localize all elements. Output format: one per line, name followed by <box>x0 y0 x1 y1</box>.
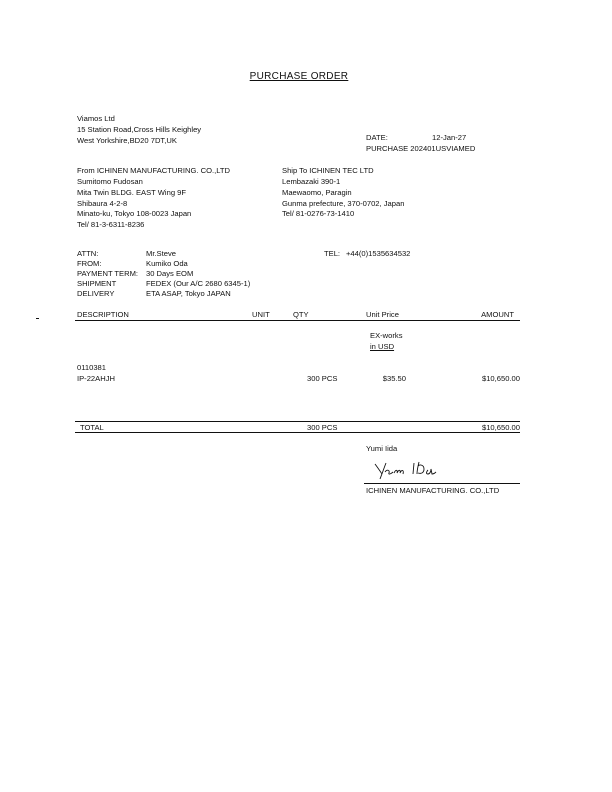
date-value: 12-Jan-27 <box>432 133 467 142</box>
col-header-description: DESCRIPTION <box>77 310 129 319</box>
col-header-unit: UNIT <box>252 310 270 319</box>
shipment-label: SHIPMENT <box>77 279 117 288</box>
price-note-ex-works: EX-works <box>370 331 403 340</box>
delivery-label: DELIVERY <box>77 289 115 298</box>
delivery-value: ETA ASAP, Tokyo JAPAN <box>146 289 231 298</box>
from-label: FROM: <box>77 259 102 268</box>
po-number: PURCHASE 202401USVIAMED <box>366 144 476 153</box>
buyer-address-2: West Yorkshire,BD20 7DT,UK <box>77 136 177 145</box>
item-description: IP-22AHJH <box>77 374 115 383</box>
total-bottom-rule <box>75 432 520 433</box>
header-rule <box>75 320 520 321</box>
supplier-line: Shibaura 4-2-8 <box>77 199 128 208</box>
signatory-name: Yumi Iida <box>366 444 398 453</box>
col-header-unit-price: Unit Price <box>366 310 399 319</box>
ship-to-line: Tel/ 81-0276-73-1410 <box>282 209 355 218</box>
signatory-company: ICHINEN MANUFACTURING. CO.,LTD <box>366 486 500 495</box>
ship-to-line: Lembazaki 390-1 <box>282 177 341 186</box>
item-unit-price: $35.50 <box>382 374 406 383</box>
ship-to-line: Gunma prefecture, 370-0702, Japan <box>282 199 405 208</box>
price-note-currency: in USD <box>370 342 395 351</box>
col-header-amount: AMOUNT <box>481 310 514 319</box>
supplier-line: Minato-ku, Tokyo 108-0023 Japan <box>77 209 192 218</box>
from-value: Kumiko Oda <box>146 259 188 268</box>
total-top-rule <box>75 421 520 422</box>
date-label: DATE: <box>366 133 388 142</box>
attn-label: ATTN: <box>77 249 99 258</box>
ship-to-line: Maewaomo, Paragin <box>282 188 352 197</box>
buyer-name: Viamos Ltd <box>77 114 115 123</box>
total-label: TOTAL <box>80 423 104 432</box>
ship-to-line: Ship To ICHINEN TEC LTD <box>282 166 374 175</box>
supplier-line: Mita Twin BLDG. EAST Wing 9F <box>77 188 187 197</box>
signature-rule <box>364 483 520 484</box>
total-qty: 300 PCS <box>307 423 338 432</box>
item-qty: 300 PCS <box>307 374 338 383</box>
buyer-address-1: 15 Station Road,Cross Hills Keighley <box>77 125 202 134</box>
col-header-qty: QTY <box>293 310 309 319</box>
supplier-line: Sumitomo Fudosan <box>77 177 143 186</box>
handwritten-signature <box>372 458 452 480</box>
supplier-line: From ICHINEN MANUFACTURING. CO.,LTD <box>77 166 231 175</box>
total-amount: $10,650.00 <box>481 423 520 432</box>
tel-value: +44(0)1535634532 <box>346 249 411 258</box>
margin-mark <box>36 318 39 319</box>
attn-value: Mr.Steve <box>146 249 176 258</box>
payment-term-value: 30 Days EOM <box>146 269 194 278</box>
shipment-value: FEDEX (Our A/C 2680 6345-1) <box>146 279 251 288</box>
document-title: PURCHASE ORDER <box>249 71 349 82</box>
item-amount: $10,650.00 <box>481 374 520 383</box>
item-code: 0110381 <box>77 363 106 372</box>
tel-label: TEL: <box>324 249 341 258</box>
payment-term-label: PAYMENT TERM: <box>77 269 139 278</box>
supplier-line: Tel/ 81-3-6311-8236 <box>77 220 145 229</box>
